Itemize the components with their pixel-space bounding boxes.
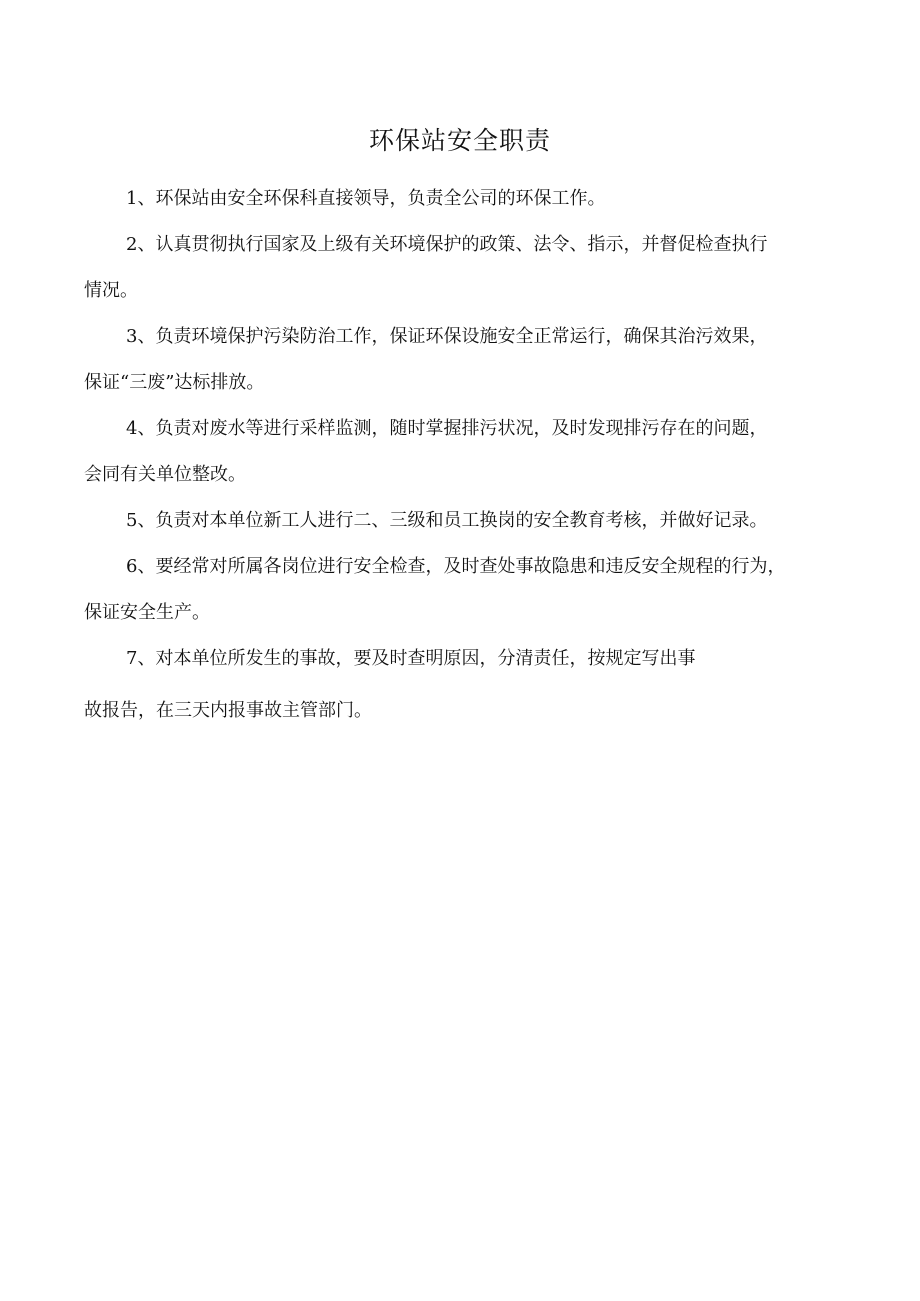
document-body [84, 176, 854, 734]
item-4-line-1: 4、负责对废水等进行采样监测，随时掌握排污状况，及时发现排污存在的问题， [126, 418, 768, 439]
item-6-line-1: 6、要经常对所属各岗位进行安全检查，及时查处事故隐患和违反安全规程的行为， [126, 556, 786, 577]
item-5-line-1: 5、负责对本单位新工人进行二、三级和员工换岗的安全教育考核，并做好记录。 [126, 510, 768, 531]
item-7-line-1: 7、对本单位所发生的事故，要及时查明原因，分清责任，按规定写出事 [126, 648, 696, 669]
item-3-line-2: 保证“三废”达标排放。 [84, 372, 265, 393]
item-2-line-2: 情况。 [84, 280, 138, 301]
item-6-line-2: 保证安全生产。 [84, 602, 210, 623]
item-4-line-2: 会同有关单位整改。 [84, 464, 246, 485]
item-1-line-1: 1、环保站由安全环保科直接领导，负责全公司的环保工作。 [126, 188, 606, 209]
page-title: 环保站安全职责 [368, 126, 551, 155]
item-3-line-1: 3、负责环境保护污染防治工作，保证环保设施安全正常运行，确保其治污效果， [126, 326, 768, 347]
item-2-line-1: 2、认真贯彻执行国家及上级有关环境保护的政策、法令、指示，并督促检查执行 [126, 234, 768, 255]
item-7-line-2: 故报告，在三天内报事故主管部门。 [84, 700, 372, 721]
